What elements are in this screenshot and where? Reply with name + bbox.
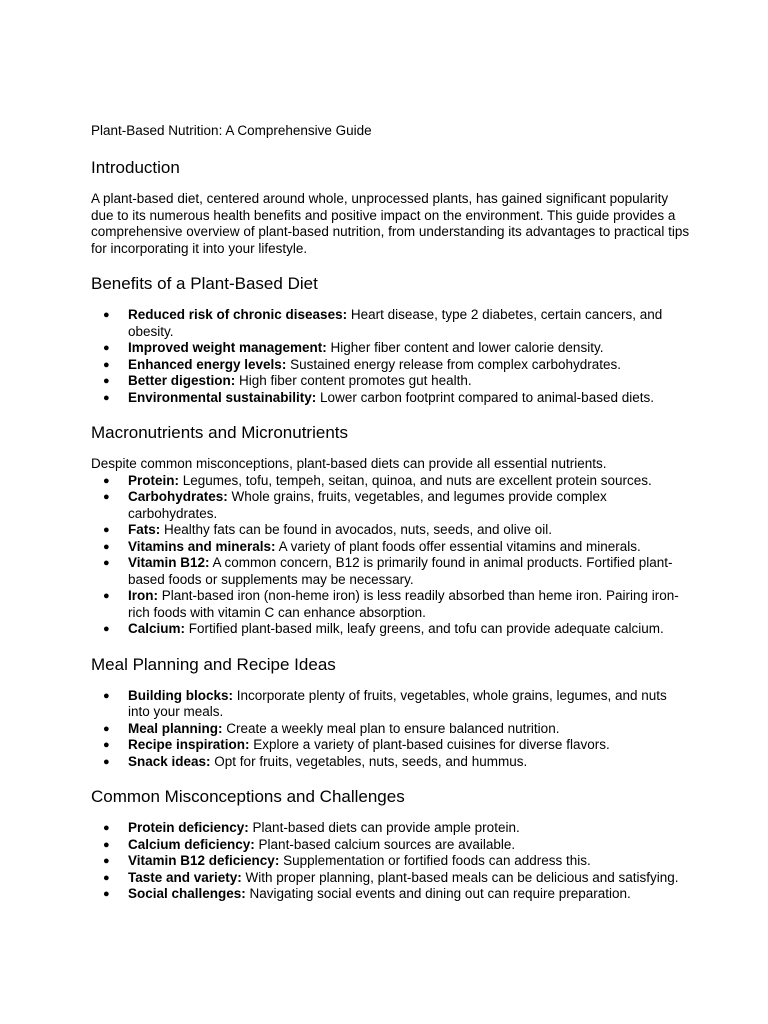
list-item: [91, 473, 691, 490]
bullet-icon: ●: [103, 888, 110, 900]
list-item-text: Fortified plant-based milk, leafy greens, and tofu can provide adequate calcium.: [185, 621, 664, 636]
nutrients-list: [91, 473, 691, 638]
bullet-icon: ●: [103, 309, 110, 321]
list-item-text: A common concern, B12 is primarily found in animal products. Fortified plant-based foods or supplements may be necessary.: [128, 555, 673, 587]
list-item: [91, 820, 691, 837]
bullet-icon: ●: [103, 838, 110, 851]
bullet-icon: ●: [103, 540, 110, 553]
list-item-term: Snack ideas:: [128, 753, 211, 769]
bullet-icon: ●: [103, 855, 110, 867]
bullet-icon: ●: [103, 557, 110, 569]
list-item: [91, 737, 691, 754]
list-item-text: Incorporate plenty of fruits, vegetables, whole grains, legumes, and nuts into your meals.: [128, 687, 667, 719]
section-heading-benefits: Benefits of a Plant-Based Diet: [91, 274, 318, 293]
list-item-term: Reduced risk of chronic diseases:: [128, 307, 348, 322]
list-item: [91, 754, 691, 771]
list-item-text: High fiber content promotes gut health.: [235, 373, 472, 388]
list-item-term: Protein:: [128, 472, 180, 488]
bullet-icon: ●: [103, 871, 110, 884]
list-item-term: Enhanced energy levels:: [128, 356, 287, 372]
introduction-paragraph: A plant-based diet, centered around whole, unprocessed plants, has gained significant popularity due to its numerous health benefits and positive impact on the environment. This guide provides a comprehensive overview of plant-based nutrition, from understanding its advantages to practical tips for incorporating it into your lifestyle.: [91, 191, 690, 256]
list-item-term: Taste and variety:: [128, 869, 242, 885]
benefits-list: [91, 307, 691, 406]
list-item-text: Supplementation or fortified foods can address this.: [279, 853, 591, 868]
bullet-icon: ●: [103, 524, 110, 536]
list-item-text: Heart disease, type 2 diabetes, certain cancers, and obesity.: [128, 307, 663, 339]
section-heading-misconceptions: Common Misconceptions and Challenges: [91, 787, 405, 806]
bullet-icon: ●: [103, 739, 110, 751]
bullet-icon: ●: [103, 623, 110, 635]
list-item-term: Calcium deficiency:: [128, 836, 255, 852]
list-item-text: A variety of plant foods offer essential vitamins and minerals.: [275, 538, 641, 554]
meal-planning-list: [91, 688, 691, 771]
list-item: [91, 390, 691, 407]
list-item-term: Protein deficiency:: [128, 820, 249, 835]
bullet-icon: ●: [103, 722, 110, 735]
misconceptions-list: [91, 820, 691, 903]
list-item: [91, 588, 691, 621]
list-item-term: Building blocks:: [128, 687, 234, 703]
list-item-term: Recipe inspiration:: [128, 737, 250, 752]
list-item: [91, 886, 691, 903]
list-item: [91, 837, 691, 854]
list-item-term: Vitamin B12:: [128, 555, 210, 570]
bullet-icon: ●: [103, 590, 110, 602]
list-item-text: Create a weekly meal plan to ensure balanced nutrition.: [222, 720, 560, 736]
bullet-icon: ●: [103, 491, 110, 503]
list-item: [91, 357, 691, 374]
list-item: [91, 373, 691, 390]
bullet-icon: ●: [103, 358, 110, 371]
list-item-text: Opt for fruits, vegetables, nuts, seeds, and hummus.: [210, 753, 528, 769]
list-item-term: Better digestion:: [128, 373, 236, 388]
list-item-term: Improved weight management:: [128, 340, 327, 355]
bullet-icon: ●: [103, 375, 110, 387]
nutrients-lead-paragraph: Despite common misconceptions, plant-based diets can provide all essential nutrients.: [91, 456, 607, 471]
bullet-icon: ●: [103, 391, 110, 404]
list-item-term: Fats:: [128, 522, 161, 537]
list-item-term: Calcium:: [128, 621, 186, 636]
section-heading-introduction: Introduction: [91, 158, 180, 177]
list-item-term: Iron:: [128, 588, 158, 603]
bullet-icon: ●: [103, 342, 110, 354]
list-item-text: Plant-based calcium sources are available.: [254, 836, 516, 852]
list-item-text: Whole grains, fruits, vegetables, and legumes provide complex carbohydrates.: [128, 489, 607, 521]
list-item: [91, 307, 691, 340]
list-item-term: Social challenges:: [128, 886, 246, 901]
list-item: [91, 870, 691, 887]
list-item: [91, 539, 691, 556]
list-item-text: With proper planning, plant-based meals can be delicious and satisfying.: [241, 869, 679, 885]
section-introduction: [91, 157, 691, 257]
list-item: [91, 522, 691, 539]
bullet-icon: ●: [103, 755, 110, 768]
bullet-icon: ●: [103, 822, 110, 834]
list-item-text: Plant-based iron (non-heme iron) is less readily absorbed than heme iron. Pairing iron-rich foods with vitamin C can enhance absorption.: [128, 588, 679, 620]
list-item-text: Healthy fats can be found in avocados, nuts, seeds, and olive oil.: [160, 522, 553, 537]
list-item-text: Explore a variety of plant-based cuisines for diverse flavors.: [249, 737, 610, 752]
list-item-text: Sustained energy release from complex carbohydrates.: [286, 356, 622, 372]
list-item-text: Lower carbon footprint compared to animal-based diets.: [316, 389, 654, 405]
list-item-term: Vitamins and minerals:: [128, 538, 276, 554]
list-item: [91, 489, 691, 522]
section-heading-meal-planning: Meal Planning and Recipe Ideas: [91, 654, 336, 674]
list-item-text: Higher fiber content and lower calorie density.: [326, 340, 604, 355]
list-item-term: Carbohydrates:: [128, 489, 228, 504]
list-item-term: Vitamin B12 deficiency:: [128, 853, 280, 868]
section-misconceptions: [91, 786, 691, 903]
bullet-icon: ●: [103, 474, 110, 487]
list-item-term: Environmental sustainability:: [128, 389, 317, 405]
bullet-icon: ●: [103, 689, 110, 702]
section-nutrients: [91, 422, 691, 638]
section-meal-planning: [91, 654, 691, 771]
list-item-term: Meal planning:: [128, 720, 223, 736]
list-item: [91, 621, 691, 638]
list-item-text: Legumes, tofu, tempeh, seitan, quinoa, and nuts are excellent protein sources.: [179, 472, 652, 488]
section-benefits: [91, 273, 691, 406]
list-item: [91, 688, 691, 721]
document-title: Plant-Based Nutrition: A Comprehensive Guide: [91, 123, 372, 138]
section-heading-nutrients: Macronutrients and Micronutrients: [91, 423, 349, 442]
list-item: [91, 555, 691, 588]
list-item-text: Plant-based diets can provide ample protein.: [248, 820, 520, 835]
list-item: [91, 340, 691, 357]
list-item: [91, 721, 691, 738]
list-item-text: Navigating social events and dining out can require preparation.: [245, 886, 631, 901]
list-item: [91, 853, 691, 870]
document-page: [91, 122, 691, 919]
